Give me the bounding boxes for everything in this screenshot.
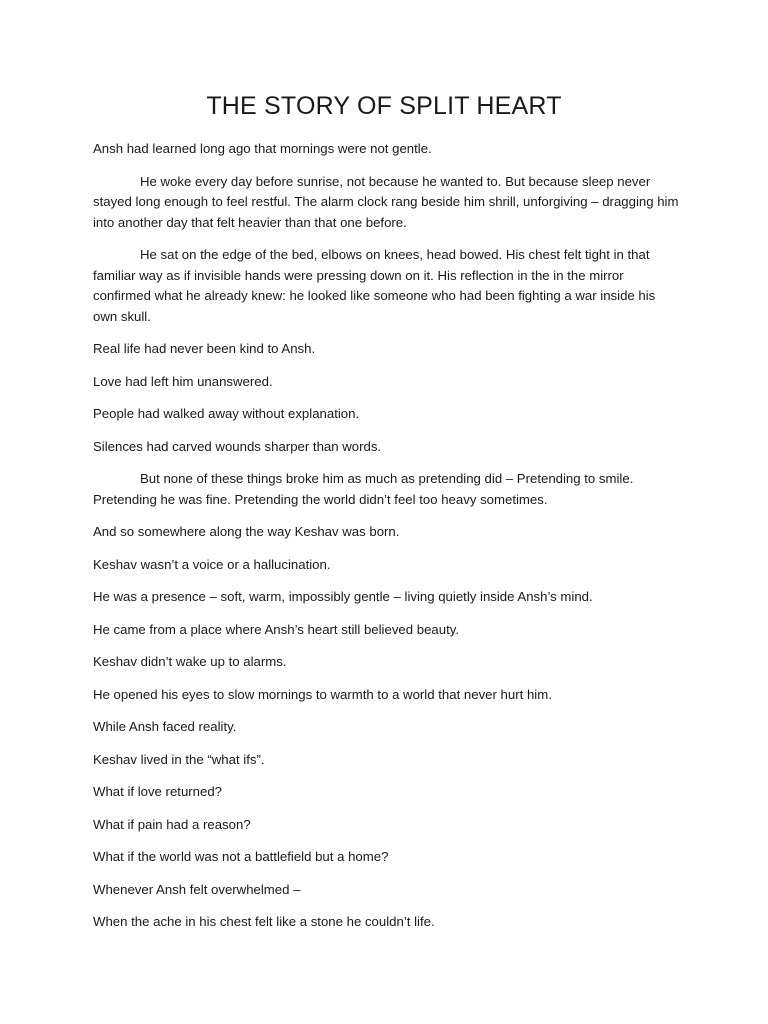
document-title: THE STORY OF SPLIT HEART	[206, 92, 562, 120]
paragraph-11: He was a presence – soft, warm, impossibly gentle – living quietly inside Ansh’s mind.	[93, 589, 593, 604]
paragraph-20: Whenever Ansh felt overwhelmed –	[93, 881, 301, 897]
paragraph-10: Keshav wasn’t a voice or a hallucination.	[93, 556, 331, 572]
paragraph-7: Silences had carved wounds sharper than words.	[93, 438, 382, 454]
paragraph-12: He came from a place where Ansh’s heart still believed beauty.	[93, 621, 460, 637]
paragraph-14: He opened his eyes to slow mornings to warmth to a world that never hurt him.	[93, 686, 552, 702]
paragraph-4: Real life had never been kind to Ansh.	[93, 341, 316, 356]
paragraph-6: People had walked away without explanation.	[93, 406, 360, 421]
paragraph-2: He woke every day before sunrise, not because he wanted to. But because sleep never stayed long enough to feel restful. The alarm clock rang beside him shrill, unforgiving – dragging him into another day that felt heavier than that one before.	[93, 173, 679, 230]
paragraph-3: He sat on the edge of the bed, elbows on knees, head bowed. His chest felt tight in that familiar way as if invisible hands were pressing down on it. His reflection in the in the mirror confirmed what he already knew: he looked like someone who had been fighting a war inside his own skull.	[93, 247, 656, 324]
document-body	[93, 139, 683, 945]
paragraph-18: What if pain had a reason?	[93, 816, 251, 832]
paragraph-9: And so somewhere along the way Keshav was born.	[93, 524, 400, 539]
paragraph-17: What if love returned?	[93, 784, 223, 799]
paragraph-13: Keshav didn’t wake up to alarms.	[93, 654, 287, 669]
paragraph-1: Ansh had learned long ago that mornings were not gentle.	[93, 141, 432, 156]
paragraph-5: Love had left him unanswered.	[93, 373, 273, 389]
paragraph-19: What if the world was not a battlefield but a home?	[93, 849, 389, 864]
paragraph-16: Keshav lived in the “what ifs”.	[93, 751, 265, 767]
paragraph-8: But none of these things broke him as much as pretending did – Pretending to smile. Pretending he was fine. Pretending the world didn’t feel too heavy sometimes.	[93, 471, 634, 507]
paragraph-15: While Ansh faced reality.	[93, 719, 237, 734]
paragraph-21: When the ache in his chest felt like a stone he couldn’t life.	[93, 914, 435, 929]
